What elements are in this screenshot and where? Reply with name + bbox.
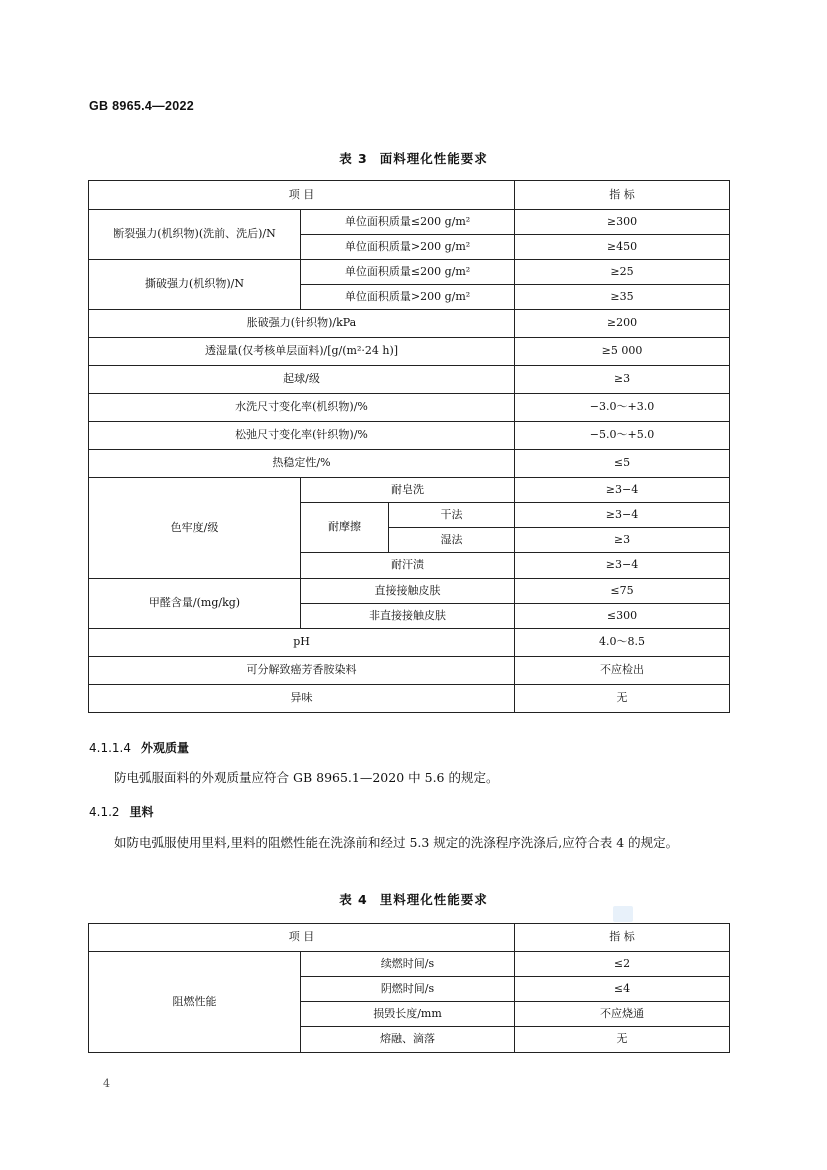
- section-412-heading: [89, 803, 154, 820]
- value-cell: ≥3−4: [515, 553, 730, 579]
- table3-header-index: 指 标: [515, 181, 730, 210]
- flame-row-label: 阴燃时间/s: [301, 977, 515, 1002]
- table4-title-text: 里料理化性能要求: [379, 892, 488, 907]
- value-cell: ≥3: [515, 528, 730, 553]
- moisture-label: 透湿量(仅考核单层面料)/[g/(m²·24 h)]: [89, 338, 515, 366]
- table4-title: [0, 890, 827, 908]
- value-cell: ≤300: [515, 604, 730, 629]
- breaking-strength-label: 断裂强力(机织物)(洗前、洗后)/N: [89, 210, 301, 260]
- thermal-label: 热稳定性/%: [89, 450, 515, 478]
- table-row: [89, 924, 730, 952]
- azo-label: 可分解致癌芳香胺染料: [89, 657, 515, 685]
- value-cell: ≥5 000: [515, 338, 730, 366]
- formaldehyde-label: 甲醛含量/(mg/kg): [89, 579, 301, 629]
- section-number: 4.1.1.4: [89, 741, 131, 755]
- table-row: [89, 478, 730, 503]
- table-row: [89, 629, 730, 657]
- value-cell: 不应烧通: [515, 1002, 730, 1027]
- table4-header-index: 指 标: [515, 924, 730, 952]
- table-row: [89, 338, 730, 366]
- tear-strength-label: 撕破强力(机织物)/N: [89, 260, 301, 310]
- value-cell: ≤4: [515, 977, 730, 1002]
- soap-label: 耐皂洗: [301, 478, 515, 503]
- table-row: [89, 260, 730, 285]
- value-cell: ≥3−4: [515, 478, 730, 503]
- table-row: [89, 210, 730, 235]
- rubbing-dry-label: 干法: [389, 503, 515, 528]
- flame-row-label: 损毁长度/mm: [301, 1002, 515, 1027]
- direct-contact-label: 直接接触皮肤: [301, 579, 515, 604]
- pilling-label: 起球/级: [89, 366, 515, 394]
- wash-change-label: 水洗尺寸变化率(机织物)/%: [89, 394, 515, 422]
- value-cell: 无: [515, 1027, 730, 1053]
- table4-header-item: 项 目: [89, 924, 515, 952]
- value-cell: −5.0～+5.0: [515, 422, 730, 450]
- table4: [88, 923, 730, 1053]
- odor-label: 异味: [89, 685, 515, 713]
- condition-cell: 单位面积质量≤200 g/m²: [301, 210, 515, 235]
- rubbing-wet-label: 湿法: [389, 528, 515, 553]
- table3: [88, 180, 730, 713]
- value-cell: −3.0～+3.0: [515, 394, 730, 422]
- section-412-text: 如防电弧服使用里料,里料的阻燃性能在洗涤前和经过 5.3 规定的洗涤程序洗涤后,应符合表 4 的规定。: [114, 835, 679, 850]
- value-cell: 不应检出: [515, 657, 730, 685]
- flame-row-label: 续燃时间/s: [301, 952, 515, 977]
- table3-title: [0, 149, 827, 167]
- page-number: 4: [103, 1077, 110, 1090]
- value-cell: 4.0～8.5: [515, 629, 730, 657]
- table-row: [89, 366, 730, 394]
- watermark-mark: [613, 906, 633, 922]
- colorfastness-label: 色牢度/级: [89, 478, 301, 579]
- value-cell: ≤2: [515, 952, 730, 977]
- table-row: [89, 394, 730, 422]
- condition-cell: 单位面积质量≤200 g/m²: [301, 260, 515, 285]
- value-cell: ≤5: [515, 450, 730, 478]
- value-cell: ≥3−4: [515, 503, 730, 528]
- table-row: [89, 952, 730, 977]
- ph-label: pH: [89, 629, 515, 657]
- table3-header-item: 项 目: [89, 181, 515, 210]
- value-cell: ≥300: [515, 210, 730, 235]
- relax-change-label: 松弛尺寸变化率(针织物)/%: [89, 422, 515, 450]
- section-number: 4.1.2: [89, 805, 120, 819]
- table-row: [89, 657, 730, 685]
- value-cell: ≥3: [515, 366, 730, 394]
- section-4114-text: 防电弧服面料的外观质量应符合 GB 8965.1—2020 中 5.6 的规定。: [114, 770, 499, 785]
- rubbing-label: 耐摩擦: [301, 503, 389, 553]
- table-row: [89, 422, 730, 450]
- condition-cell: 单位面积质量>200 g/m²: [301, 235, 515, 260]
- sweat-label: 耐汗渍: [301, 553, 515, 579]
- section-title: 外观质量: [140, 741, 189, 755]
- value-cell: 无: [515, 685, 730, 713]
- value-cell: ≥25: [515, 260, 730, 285]
- table3-number: 表 3: [339, 151, 368, 166]
- table-row: [89, 685, 730, 713]
- table-row: [89, 450, 730, 478]
- value-cell: ≥450: [515, 235, 730, 260]
- bursting-label: 胀破强力(针织物)/kPa: [89, 310, 515, 338]
- section-title: 里料: [129, 805, 154, 819]
- document-header: GB 8965.4—2022: [89, 99, 194, 113]
- value-cell: ≤75: [515, 579, 730, 604]
- condition-cell: 单位面积质量>200 g/m²: [301, 285, 515, 310]
- flame-row-label: 熔融、滴落: [301, 1027, 515, 1053]
- value-cell: ≥200: [515, 310, 730, 338]
- table-row: [89, 181, 730, 210]
- table4-number: 表 4: [339, 892, 368, 907]
- table3-title-text: 面料理化性能要求: [379, 151, 488, 166]
- table-row: [89, 579, 730, 604]
- section-4114-heading: [89, 739, 189, 756]
- flame-label: 阻燃性能: [89, 952, 301, 1053]
- indirect-contact-label: 非直接接触皮肤: [301, 604, 515, 629]
- value-cell: ≥35: [515, 285, 730, 310]
- table-row: [89, 310, 730, 338]
